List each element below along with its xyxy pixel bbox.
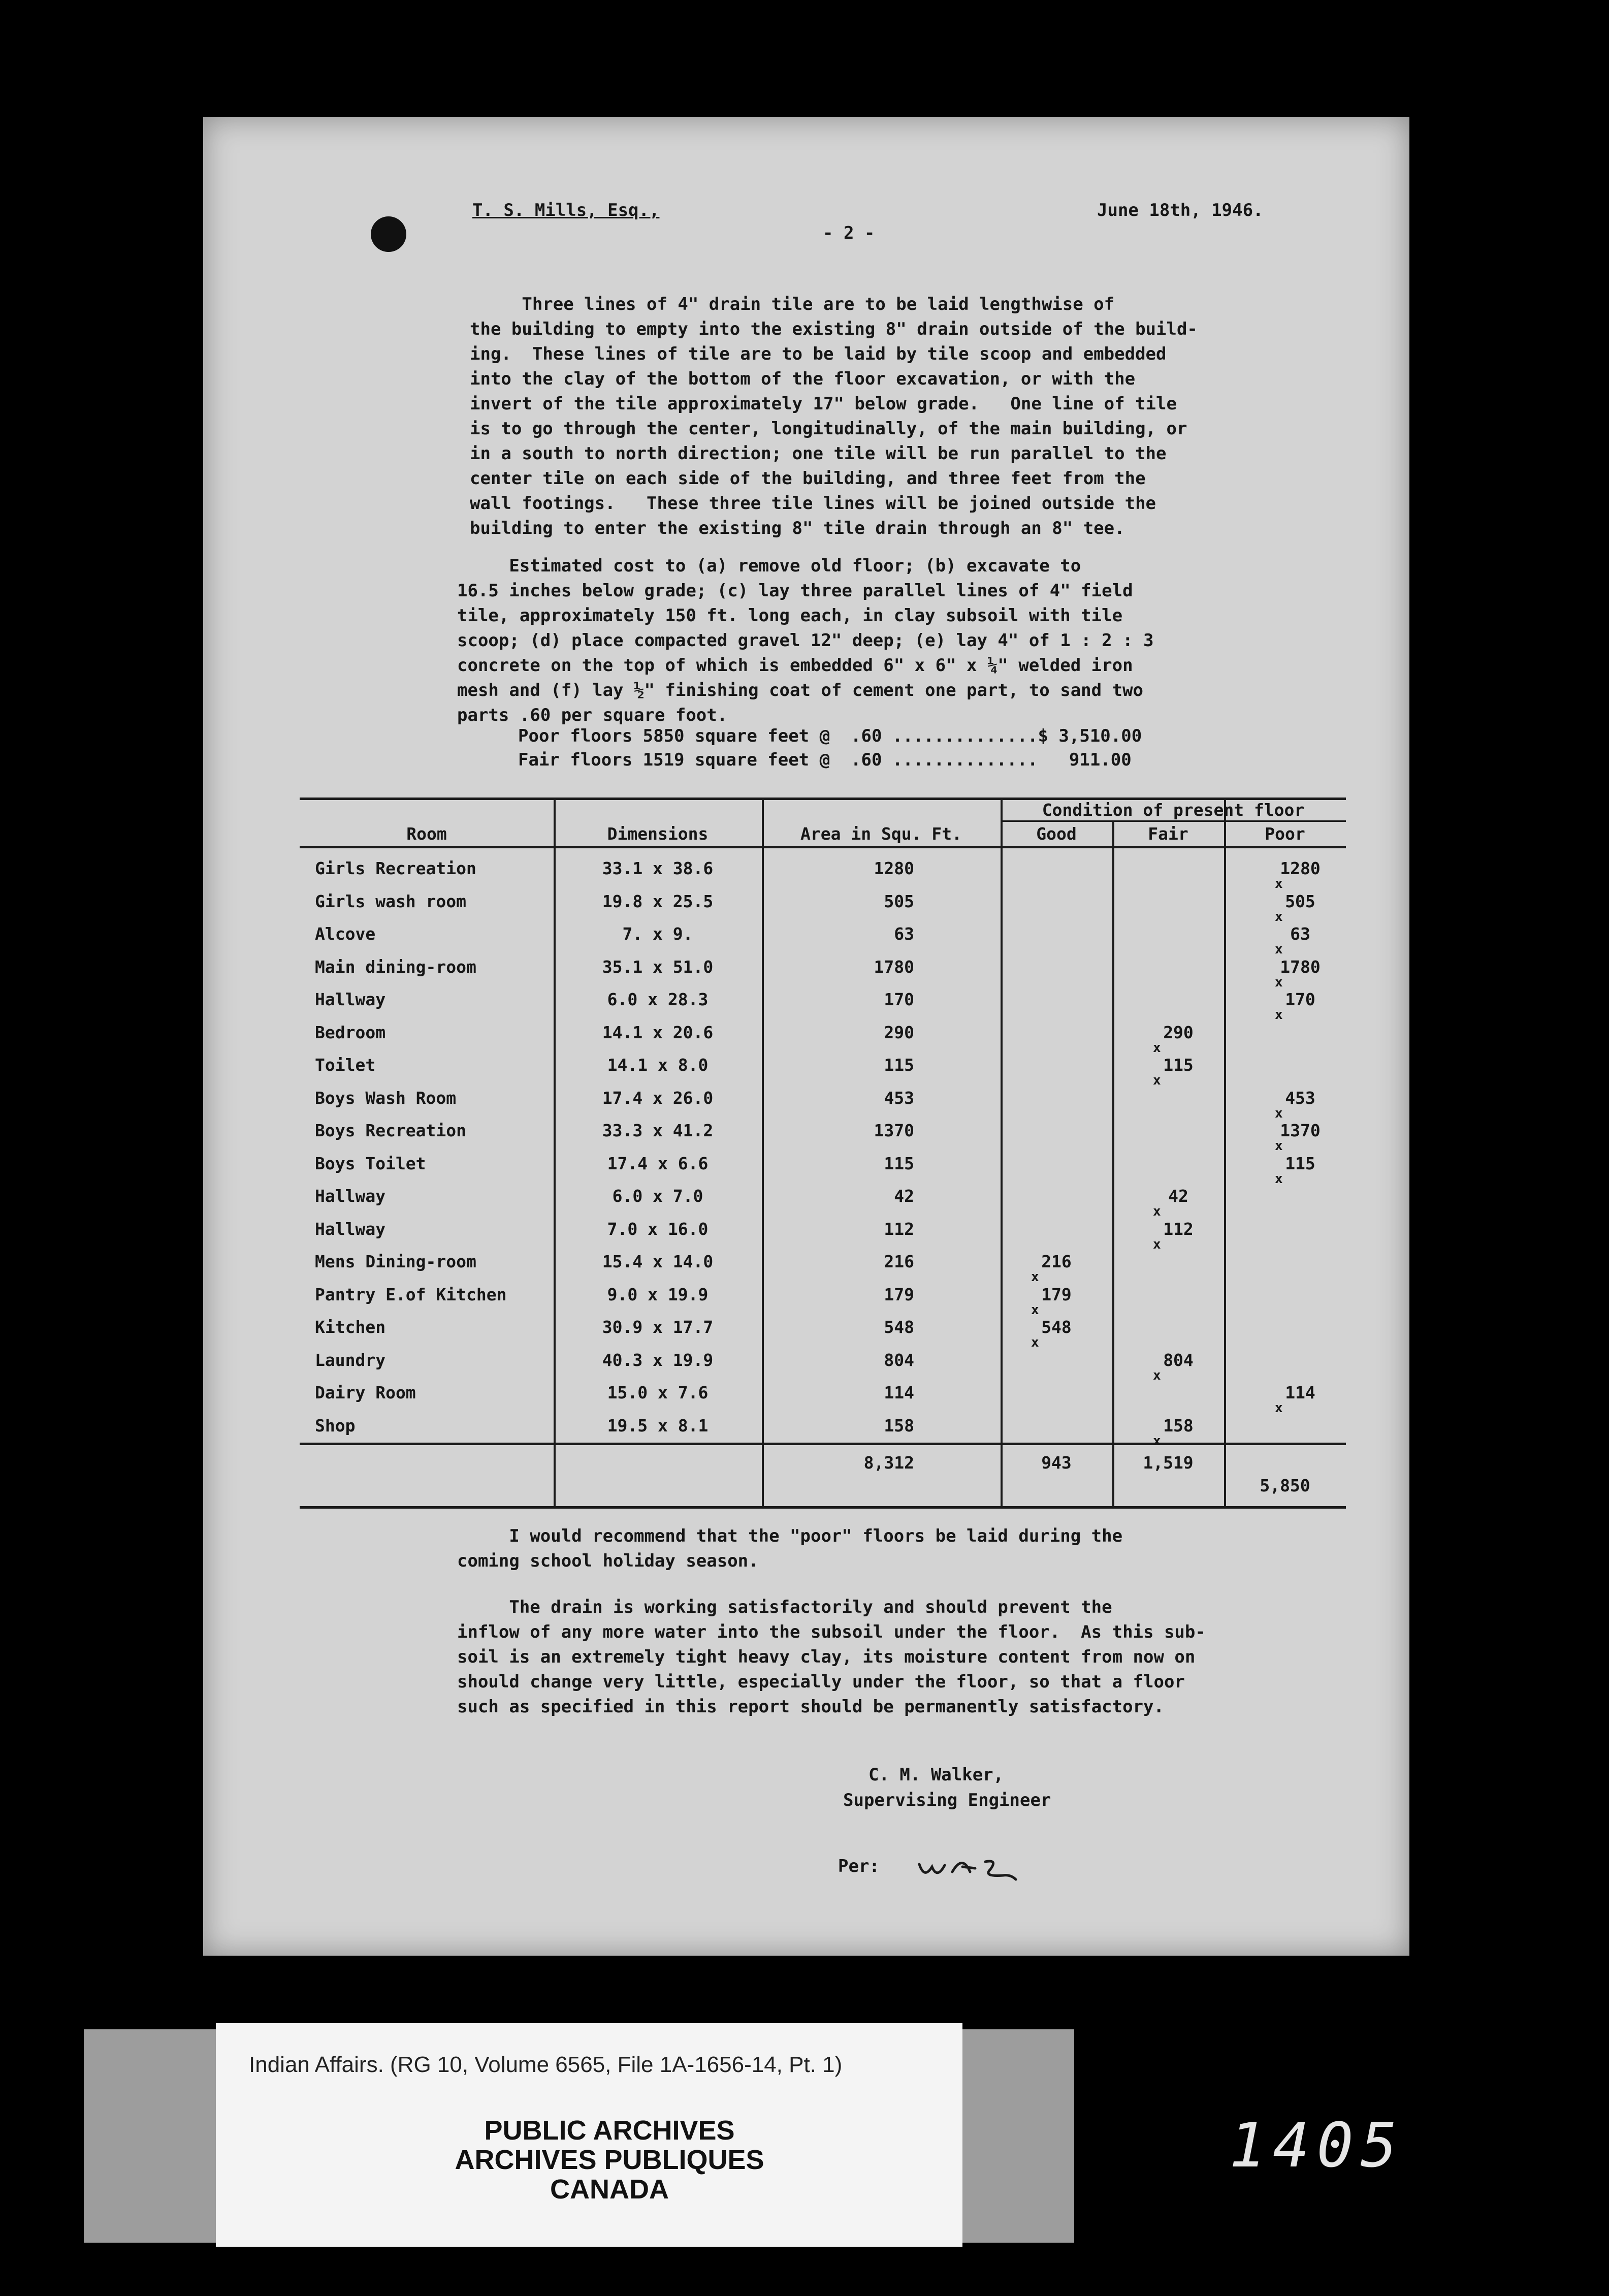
handwritten-initials (914, 1844, 1046, 1890)
row-condition-mark: 112 (1163, 1219, 1194, 1239)
row-area: 115 (884, 1055, 914, 1075)
paragraph-line: The drain is working satisfactorily and should prevent the (457, 1597, 1112, 1617)
row-condition-mark: 170 (1285, 990, 1315, 1009)
paragraph-line: into the clay of the bottom of the floor excavation, or with the (470, 369, 1136, 389)
paragraph-line: soil is an extremely tight heavy clay, its moisture content from now on (457, 1647, 1196, 1667)
paragraph-line: is to go through the center, longitudinally, of the main building, or (470, 419, 1187, 439)
paragraph-line: should change very little, especially under the floor, so that a floor (457, 1672, 1185, 1692)
table-rule-bottom (300, 1506, 1346, 1509)
row-room: Shop (315, 1415, 356, 1436)
paragraph-line: 16.5 inches below grade; (c) lay three parallel lines of 4" field (457, 581, 1133, 601)
document-page (203, 117, 1409, 1956)
table-column-rule (1224, 798, 1226, 1509)
row-condition-mark: 1370 (1280, 1121, 1321, 1140)
row-area: 1370 (874, 1121, 914, 1140)
row-dimensions: 15.0 x 7.6 (607, 1383, 709, 1402)
row-room: Mens Dining-room (315, 1252, 476, 1271)
paragraph-line: ing. These lines of tile are to be laid by tile scoop and embedded (470, 344, 1167, 364)
floor-condition-table (300, 798, 1346, 1509)
paragraph-line: coming school holiday season. (457, 1551, 759, 1571)
paragraph-line: the building to empty into the existing 8" drain outside of the build- (470, 319, 1198, 339)
paragraph-line: I would recommend that the "poor" floors be laid during the (457, 1526, 1123, 1546)
punch-hole (371, 216, 406, 252)
row-condition-mark: 453 (1285, 1088, 1315, 1108)
table-rule-group (1001, 820, 1346, 822)
signatory-name: C. M. Walker, (868, 1765, 1004, 1785)
paragraph-line: in a south to north direction; one tile will be run parallel to the (470, 443, 1167, 464)
row-room: Bedroom (315, 1022, 386, 1042)
row-dimensions: 7.0 x 16.0 (607, 1219, 709, 1239)
total-fair: 1,519 (1143, 1453, 1194, 1473)
row-dimensions: 6.0 x 28.3 (607, 990, 709, 1009)
row-room: Dairy Room (315, 1383, 416, 1402)
row-condition-mark: 158 (1163, 1415, 1194, 1436)
signatory-title: Supervising Engineer (843, 1790, 1051, 1810)
paragraph-line: Estimated cost to (a) remove old floor; (b) excavate to (457, 556, 1081, 576)
row-area: 216 (884, 1252, 914, 1271)
column-header-fair: Fair (1148, 824, 1188, 844)
row-area: 115 (884, 1153, 914, 1173)
table-rule-totals (300, 1443, 1346, 1445)
tally-x-mark: x (1153, 1433, 1161, 1449)
row-room: Girls Recreation (315, 858, 476, 878)
row-room: Hallway (315, 990, 386, 1009)
row-condition-mark: 1780 (1280, 956, 1321, 977)
per-label: Per: (838, 1856, 880, 1876)
row-condition-mark: 216 (1041, 1252, 1072, 1271)
column-header-poor: Poor (1265, 824, 1305, 844)
letter-date: June 18th, 1946. (1097, 200, 1264, 220)
row-dimensions: 33.3 x 41.2 (602, 1121, 714, 1140)
row-condition-mark: 1280 (1280, 858, 1321, 878)
frame-number: 1405 (1229, 2111, 1404, 2181)
row-dimensions: 7. x 9. (622, 924, 693, 944)
row-dimensions: 14.1 x 20.6 (602, 1022, 714, 1042)
row-room: Kitchen (315, 1317, 386, 1337)
tally-x-mark: x (1275, 1171, 1283, 1187)
row-condition-mark: 804 (1163, 1350, 1194, 1370)
archive-stamp (356, 2116, 863, 2204)
tally-x-mark: x (1275, 1007, 1283, 1023)
tally-x-mark: x (1275, 942, 1283, 957)
table-group-header: Condition of present floor (1042, 800, 1305, 820)
column-header-good: Good (1036, 824, 1077, 844)
row-condition-mark: 114 (1285, 1383, 1315, 1402)
row-dimensions: 17.4 x 26.0 (602, 1088, 714, 1108)
row-room: Alcove (315, 924, 376, 944)
paragraph-line: Three lines of 4" drain tile are to be laid lengthwise of (470, 294, 1115, 314)
tally-x-mark: x (1031, 1269, 1039, 1285)
row-area: 1280 (874, 858, 914, 878)
row-dimensions: 35.1 x 51.0 (602, 956, 714, 977)
tally-x-mark: x (1153, 1040, 1161, 1056)
row-area: 1780 (874, 956, 914, 977)
row-condition-mark: 115 (1163, 1055, 1194, 1075)
row-room: Toilet (315, 1055, 376, 1075)
tally-x-mark: x (1275, 1400, 1283, 1416)
row-dimensions: 9.0 x 19.9 (607, 1284, 709, 1304)
recipient: T. S. Mills, Esq., (472, 200, 660, 220)
tally-x-mark: x (1153, 1236, 1161, 1252)
row-area: 804 (884, 1350, 914, 1370)
paragraph-line: wall footings. These three tile lines will be joined outside the (470, 493, 1156, 514)
paragraph-line: tile, approximately 150 ft. long each, in clay subsoil with tile (457, 605, 1123, 626)
row-dimensions: 19.5 x 8.1 (607, 1415, 709, 1436)
row-room: Boys Toilet (315, 1153, 426, 1173)
row-area: 170 (884, 990, 914, 1009)
stamp-line-2: ARCHIVES PUBLIQUES (455, 2145, 764, 2175)
paragraph-line: such as specified in this report should be permanently satisfactory. (457, 1697, 1164, 1717)
row-condition-mark: 179 (1041, 1284, 1072, 1304)
paragraph-line: scoop; (d) place compacted gravel 12" deep; (e) lay 4" of 1 : 2 : 3 (457, 630, 1154, 651)
archive-citation: Indian Affairs. (RG 10, Volume 6565, File 1A-1656-14, Pt. 1) (249, 2052, 843, 2077)
total-poor: 5,850 (1260, 1476, 1310, 1495)
row-room: Girls wash room (315, 891, 467, 911)
tally-x-mark: x (1153, 1073, 1161, 1088)
tally-x-mark: x (1031, 1302, 1039, 1318)
row-area: 114 (884, 1383, 914, 1402)
tally-x-mark: x (1153, 1204, 1161, 1219)
row-room: Laundry (315, 1350, 386, 1370)
paragraph-line: building to enter the existing 8" tile drain through an 8" tee. (470, 518, 1125, 538)
row-area: 290 (884, 1022, 914, 1042)
row-area: 453 (884, 1088, 914, 1108)
row-condition-mark: 63 (1290, 924, 1310, 944)
row-area: 63 (894, 924, 914, 944)
paragraph-line: inflow of any more water into the subsoil under the floor. As this sub- (457, 1622, 1206, 1642)
column-header-room: Room (406, 824, 447, 844)
row-dimensions: 6.0 x 7.0 (612, 1186, 703, 1206)
row-condition-mark: 42 (1168, 1186, 1188, 1206)
row-room: Boys Wash Room (315, 1088, 457, 1108)
row-room: Pantry E.of Kitchen (315, 1284, 507, 1304)
row-dimensions: 15.4 x 14.0 (602, 1252, 714, 1271)
total-area: 8,312 (863, 1453, 914, 1473)
tally-x-mark: x (1153, 1367, 1161, 1383)
row-area: 179 (884, 1284, 914, 1304)
tally-x-mark: x (1275, 974, 1283, 990)
stamp-line-1: PUBLIC ARCHIVES (484, 2115, 735, 2146)
tally-x-mark: x (1275, 1138, 1283, 1154)
paragraph-line: concrete on the top of which is embedded 6" x 6" x ¼" welded iron (457, 655, 1133, 676)
total-good: 943 (1041, 1453, 1072, 1473)
row-dimensions: 30.9 x 17.7 (602, 1317, 714, 1337)
stamp-line-3: CANADA (550, 2174, 669, 2205)
table-column-rule (1112, 820, 1114, 1509)
row-room: Main dining-room (315, 956, 476, 977)
page-marker: - 2 - (823, 223, 875, 243)
tally-x-mark: x (1275, 909, 1283, 924)
row-area: 42 (894, 1186, 914, 1206)
column-header-dimensions: Dimensions (607, 824, 709, 844)
row-area: 158 (884, 1415, 914, 1436)
table-column-rule (1001, 798, 1003, 1509)
row-dimensions: 40.3 x 19.9 (602, 1350, 714, 1370)
row-area: 548 (884, 1317, 914, 1337)
row-condition-mark: 548 (1041, 1317, 1072, 1337)
paragraph-line: center tile on each side of the building, and three feet from the (470, 468, 1146, 489)
row-condition-mark: 290 (1163, 1022, 1194, 1042)
cost-line: Fair floors 1519 square feet @ .60 .............. 911.00 (518, 750, 1132, 770)
row-room: Boys Recreation (315, 1121, 467, 1140)
row-area: 505 (884, 891, 914, 911)
row-condition-mark: 115 (1285, 1153, 1315, 1173)
row-area: 112 (884, 1219, 914, 1239)
tally-x-mark: x (1275, 876, 1283, 891)
tally-x-mark: x (1031, 1335, 1039, 1350)
row-dimensions: 33.1 x 38.6 (602, 858, 714, 878)
paragraph-line: parts .60 per square foot. (457, 705, 728, 725)
row-condition-mark: 505 (1285, 891, 1315, 911)
row-dimensions: 17.4 x 6.6 (607, 1153, 709, 1173)
cost-line: Poor floors 5850 square feet @ .60 ..............$ 3,510.00 (518, 726, 1142, 746)
row-room: Hallway (315, 1186, 386, 1206)
paragraph-line: invert of the tile approximately 17" below grade. One line of tile (470, 394, 1177, 414)
row-dimensions: 14.1 x 8.0 (607, 1055, 709, 1075)
column-header-area: Area in Squ. Ft. (800, 824, 962, 844)
table-rule-header (300, 846, 1346, 848)
row-dimensions: 19.8 x 25.5 (602, 891, 714, 911)
row-room: Hallway (315, 1219, 386, 1239)
tally-x-mark: x (1275, 1105, 1283, 1121)
paragraph-line: mesh and (f) lay ½" finishing coat of cement one part, to sand two (457, 680, 1144, 700)
